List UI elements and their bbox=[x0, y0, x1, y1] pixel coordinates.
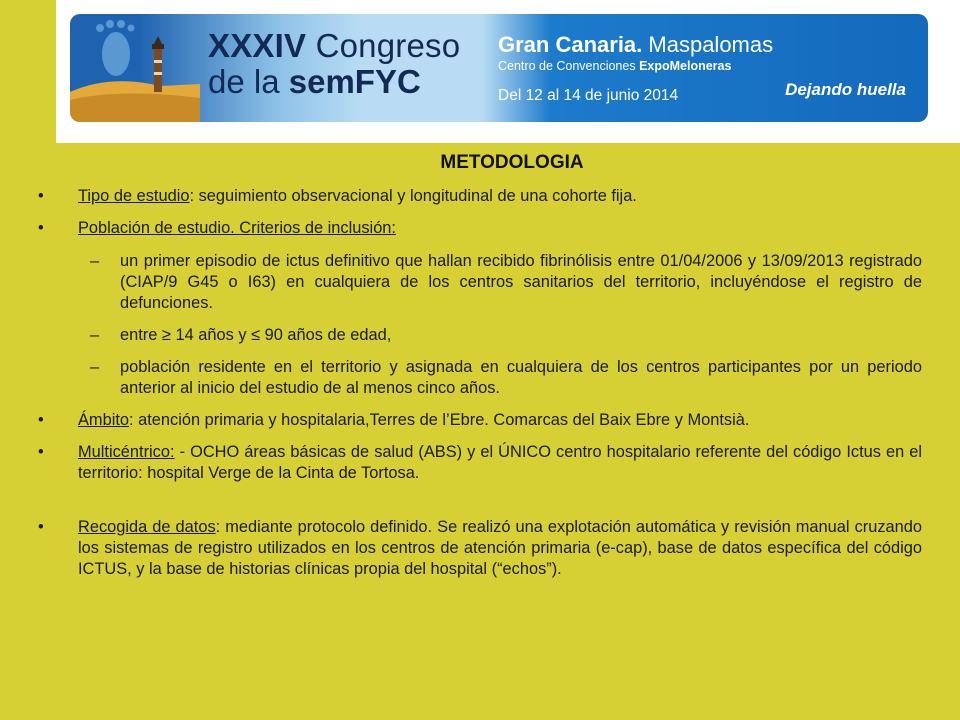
sub-item-text: entre ≥ 14 años y ≤ 90 años de edad, bbox=[120, 326, 392, 344]
congress-dates: Del 12 al 14 de junio 2014 bbox=[498, 87, 679, 104]
sub-item-text: población residente en el territorio y asignada en cualquiera de los centros participantes por un periodo anterior al inicio del estudio de al menos cinco años. bbox=[120, 358, 922, 397]
bullet-marker: • bbox=[38, 219, 44, 237]
item-text: : seguimiento observacional y longitudinal de una cohorte fija. bbox=[189, 187, 637, 205]
item-text: : atención primaria y hospitalaria,Terres de l’Ebre. Comarcas del Baix Ebre y Montsià. bbox=[129, 411, 750, 429]
slide-title: METODOLOGIA bbox=[440, 152, 584, 173]
bullet-marker: • bbox=[38, 518, 44, 536]
congress-venue-brand: ExpoMeloneras bbox=[639, 59, 732, 73]
bullet-marker: • bbox=[38, 411, 44, 429]
dash-marker: – bbox=[90, 326, 100, 344]
item-label: Población de estudio. Criterios de inclusión: bbox=[78, 219, 396, 237]
sub-item bbox=[38, 251, 922, 314]
congress-word: Congreso bbox=[306, 27, 461, 64]
bullet-marker: • bbox=[38, 187, 44, 205]
dash-marker: – bbox=[90, 358, 100, 376]
congress-banner bbox=[70, 14, 928, 122]
congress-venue: Centro de Convenciones bbox=[498, 59, 640, 73]
bullet-item bbox=[38, 186, 922, 207]
item-text: - OCHO áreas básicas de salud (ABS) y el ÚNICO centro hospitalario referente del código Ictus en el territorio: hospital Verge de la Cinta de Tortosa. bbox=[78, 443, 922, 482]
bullet-item bbox=[38, 442, 922, 484]
item-label: Tipo de estudio bbox=[78, 187, 190, 205]
sub-item-text: un primer episodio de ictus definitivo que hallan recibido fibrinólisis entre 01/04/2006 y 13/09/2013 registrado (CIAP/9 G45 o I63) en cualquiera de los centros sanitarios del territorio, incluyéndose el registro de defunciones. bbox=[120, 252, 922, 312]
item-label: Recogida de datos bbox=[78, 518, 216, 536]
congress-de-la: de la bbox=[208, 63, 289, 100]
congress-city-rest: Maspalomas bbox=[642, 32, 774, 57]
congress-edition: XXXIV bbox=[208, 27, 307, 64]
congress-title bbox=[208, 28, 460, 100]
item-label: Ámbito bbox=[78, 411, 130, 429]
congress-brand: semFYC bbox=[288, 63, 421, 100]
item-text: : mediante protocolo definido. Se realizó una explotación automática y revisión manual cruzando los sistemas de registro utilizados en los centros de atención primaria (e-cap), base de datos específica del código ICTUS, y la base de historias clínicas propia del hospital (“echos”). bbox=[78, 518, 922, 578]
item-label: Multicéntrico: bbox=[78, 443, 175, 461]
dash-marker: – bbox=[90, 252, 100, 270]
bullet-item bbox=[38, 517, 922, 580]
sub-item bbox=[38, 325, 922, 346]
congress-info bbox=[498, 32, 773, 106]
sub-item bbox=[38, 357, 922, 399]
bullet-item bbox=[38, 218, 922, 239]
congress-city: Gran Canaria. bbox=[498, 32, 643, 57]
bullet-item bbox=[38, 410, 922, 431]
bullet-marker: • bbox=[38, 443, 44, 461]
slide-content bbox=[38, 186, 922, 580]
footprint-lighthouse-logo bbox=[70, 14, 200, 122]
congress-tagline: Dejando huella bbox=[785, 80, 906, 99]
